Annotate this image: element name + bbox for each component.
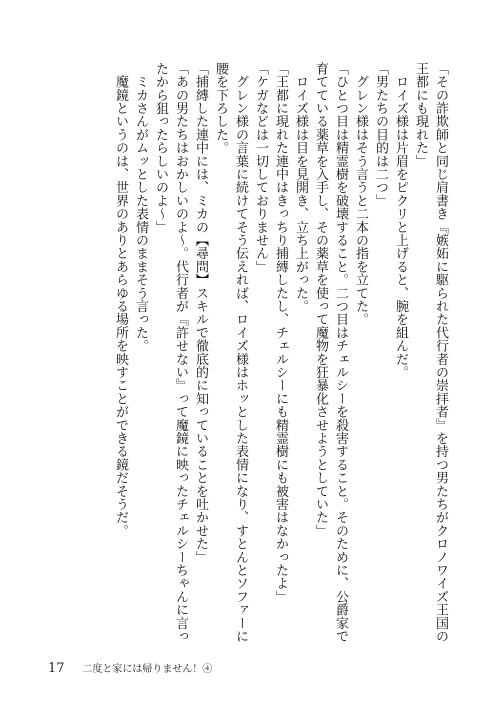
text-line: 「その詐欺師と同じ肩書き『嫉妬に駆られた代行者の崇拝者』を持つ男たちがクロノワイズ王国の (433, 62, 448, 643)
text-line: 王都にも現れた」 (413, 62, 428, 168)
text-line: ロイズ様は片眉をピクリと上げると、腕を組んだ。 (393, 62, 408, 379)
text-line: 「あの男たちはおかしいのよ～。代行者が『許せない』って魔鏡に映ったチェルシーちゃんに言っ (173, 62, 188, 643)
text-line: 「ケガなどは一切しておりません」 (253, 62, 268, 274)
page-footer (48, 660, 212, 676)
text-line: ロイズ様は目を見開き、立ち上がった。 (293, 62, 308, 313)
text-line: たから狙ったらしいのよ～」 (153, 62, 168, 234)
text-line: 「ひとつ目は精霊樹を破壊すること。二つ目はチェルシーを殺害すること。そのために、公爵家で (333, 62, 348, 643)
text-line: 「王都に現れた連中はきっちり捕縛したし、チェルシーにも精霊樹にも被害はなかったよ」 (273, 62, 288, 604)
text-line: グレン様の言葉に続けてそう伝えれば、ロイズ様はホッとした表情になり、すとんとソファーに (233, 62, 248, 643)
text-line: 腰を下ろした。 (213, 62, 228, 155)
text-line: 「男たちの目的は二つ」 (373, 62, 388, 208)
page-number: 17 (48, 661, 65, 676)
text-line: 「捕縛した連中には、ミカの【尋問】スキルで徹底的に知っていることを吐かせた」 (193, 62, 208, 564)
text-line: 魔鏡というのは、世界のありとあらゆる場所を映すことができる鏡だそうだ。 (113, 62, 128, 538)
text-line: グレン様はそう言うと二本の指を立てた。 (353, 62, 368, 326)
text-line: ミカさんがムッとした表情のままそう言った。 (133, 62, 148, 353)
book-title: 二度と家には帰りません！④ (82, 664, 213, 675)
body-text (110, 62, 450, 643)
text-line: 育てている薬草を入手し、その薬草を使って魔物を狂暴化させようとしていた」 (313, 62, 328, 538)
